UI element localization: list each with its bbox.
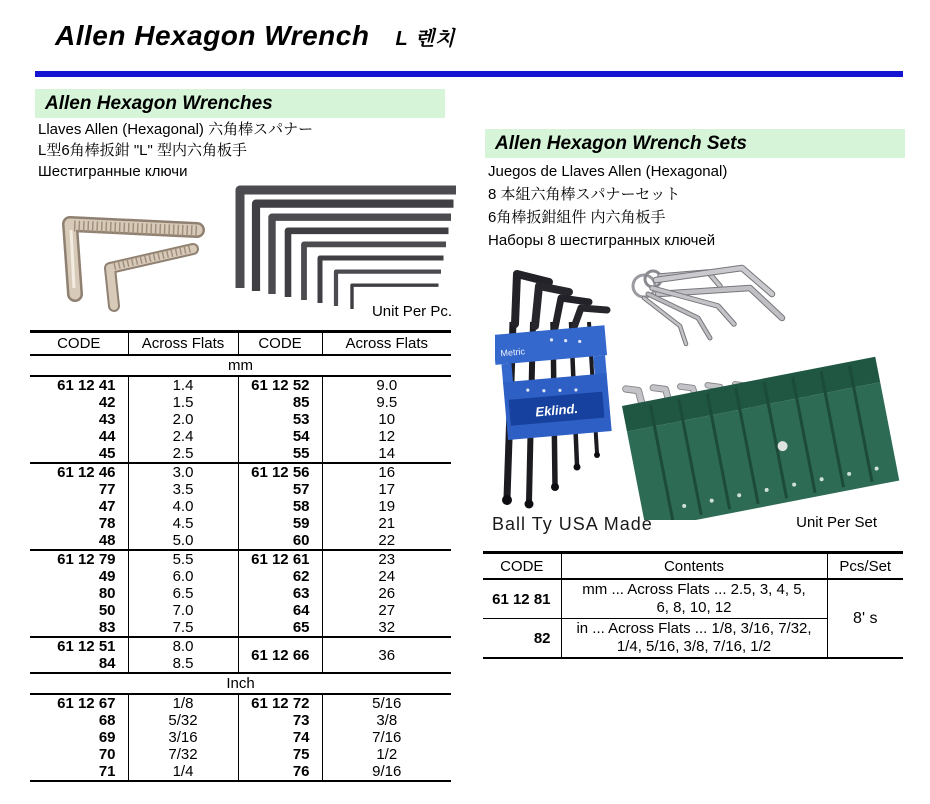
table-row (30, 515, 451, 532)
code-cell: 68 (98, 712, 116, 729)
unit-per-pc-label: Unit Per Pc. (371, 303, 452, 320)
across-flats-cell: 5/32 (128, 712, 238, 729)
code-cell: 42 (98, 394, 116, 411)
table-row (30, 729, 451, 746)
code-cell: 61 12 46 (57, 464, 116, 481)
contents-line: mm ... Across Flats ... 2.5, 3, 4, 5, (582, 581, 806, 598)
across-flats-cell: 3.5 (128, 481, 238, 498)
right-section-subtitles (488, 160, 727, 252)
across-flats-cell: 23 (322, 550, 451, 568)
code-cell: 65 (238, 619, 322, 637)
column-header: CODE (238, 332, 322, 356)
code-cell: 75 (238, 746, 322, 763)
code-cell: 61 12 81 (483, 579, 561, 619)
hex-wrenches-photo (40, 176, 460, 323)
across-flats-cell: 36 (322, 637, 451, 673)
table-row (30, 481, 451, 498)
across-flats-cell: 7/16 (322, 729, 451, 746)
header-divider-rule (35, 71, 903, 77)
across-flats-cell: 9/16 (322, 763, 451, 781)
across-flats-cell: 6.5 (128, 585, 238, 602)
column-header: Contents (561, 553, 827, 580)
code-cell: 49 (98, 568, 116, 585)
unit-per-set-label: Unit Per Set (796, 514, 877, 531)
code-cell: 61 12 66 (238, 637, 322, 673)
code-cell: 61 12 56 (238, 463, 322, 481)
left-section-heading: Allen Hexagon Wrenches (35, 89, 445, 118)
column-header: Across Flats (128, 332, 238, 356)
across-flats-cell: 17 (322, 481, 451, 498)
across-flats-cell: 8.5 (128, 655, 238, 673)
code-cell: 61 12 51 (57, 638, 116, 655)
table-row (483, 579, 903, 619)
contents-cell (561, 619, 827, 659)
contents-cell (561, 579, 827, 619)
code-cell: 64 (238, 602, 322, 619)
table-header-row (483, 553, 903, 580)
table-row-group (30, 550, 451, 637)
across-flats-cell: 2.0 (128, 411, 238, 428)
eklind-brand-label: Eklind. (534, 400, 579, 420)
code-cell: 62 (238, 568, 322, 585)
contents-line: 6, 8, 10, 12 (656, 599, 732, 616)
table-row (30, 694, 451, 712)
subtitle-line: 8 本組六角棒スパナーセット (488, 186, 681, 203)
subtitle-line: Juegos de Llaves Allen (Hexagonal) (488, 163, 728, 180)
pouch-key-set-photo (619, 341, 899, 520)
wrench-sets-photo (495, 258, 910, 520)
subtitle-line: Llaves Allen (Hexagonal) 六角棒スパナー (38, 121, 314, 138)
across-flats-cell: 14 (322, 445, 451, 463)
across-flats-cell: 2.4 (128, 428, 238, 445)
code-cell: 61 12 72 (238, 694, 322, 712)
table-row (30, 746, 451, 763)
across-flats-cell: 1/8 (128, 694, 238, 712)
page-title-en: Allen Hexagon Wrench (55, 20, 370, 51)
table-row (30, 445, 451, 463)
unit-section-label: Inch (30, 673, 451, 694)
code-cell: 69 (98, 729, 116, 746)
page-title (55, 20, 456, 52)
subtitle-line: Наборы 8 шестигранных ключей (488, 232, 716, 249)
table-row-group (30, 637, 451, 673)
code-cell: 61 12 52 (238, 376, 322, 394)
code-cell: 50 (98, 602, 116, 619)
code-cell: 44 (98, 428, 116, 445)
unit-section-row (30, 673, 451, 694)
table-row (30, 637, 451, 655)
across-flats-cell: 4.0 (128, 498, 238, 515)
across-flats-cell: 1/4 (128, 763, 238, 781)
across-flats-cell: 26 (322, 585, 451, 602)
table-header-row (30, 332, 451, 356)
code-cell: 43 (98, 411, 116, 428)
table-row (30, 411, 451, 428)
code-cell: 53 (238, 411, 322, 428)
code-cell: 77 (98, 481, 116, 498)
across-flats-cell: 9.5 (322, 394, 451, 411)
column-header: CODE (30, 332, 128, 356)
across-flats-cell: 6.0 (128, 568, 238, 585)
ball-type-caption: Ball Ty USA Made (492, 514, 653, 534)
code-cell: 45 (98, 445, 116, 462)
table-row (30, 376, 451, 394)
code-cell: 63 (238, 585, 322, 602)
across-flats-cell: 2.5 (128, 445, 238, 463)
code-cell: 85 (238, 394, 322, 411)
across-flats-cell: 24 (322, 568, 451, 585)
code-cell: 61 12 79 (57, 551, 116, 568)
column-header: Pcs/Set (827, 553, 903, 580)
table-row (30, 550, 451, 568)
across-flats-cell: 19 (322, 498, 451, 515)
code-cell: 58 (238, 498, 322, 515)
table-row (30, 394, 451, 411)
code-cell: 78 (98, 515, 116, 532)
code-cell: 61 12 41 (57, 377, 116, 394)
across-flats-cell: 9.0 (322, 376, 451, 394)
table-row (30, 532, 451, 550)
across-flats-cell: 32 (322, 619, 451, 637)
table-row-group (30, 694, 451, 781)
page-title-korean: L 렌치 (395, 28, 456, 50)
code-cell: 60 (238, 532, 322, 550)
table-row (30, 463, 451, 481)
across-flats-cell: 21 (322, 515, 451, 532)
table-row (30, 428, 451, 445)
contents-line: 1/4, 5/16, 3/8, 7/16, 1/2 (616, 638, 772, 655)
table-row (30, 763, 451, 781)
black-hex-key-set (240, 190, 456, 309)
code-cell: 82 (533, 629, 551, 647)
across-flats-cell: 1/2 (322, 746, 451, 763)
subtitle-line: Шестигранные ключи (38, 163, 188, 180)
table-row (30, 498, 451, 515)
table-row (30, 568, 451, 585)
across-flats-cell: 16 (322, 463, 451, 481)
across-flats-cell: 22 (322, 532, 451, 550)
across-flats-cell: 7.5 (128, 619, 238, 637)
metric-label: Metric (500, 346, 526, 359)
across-flats-cell: 3.0 (128, 463, 238, 481)
across-flats-cell: 5.5 (128, 550, 238, 568)
code-cell: 84 (98, 655, 116, 672)
code-cell: 57 (238, 481, 322, 498)
across-flats-cell: 8.0 (128, 637, 238, 655)
code-cell: 54 (238, 428, 322, 445)
code-cell: 61 12 61 (238, 550, 322, 568)
table-row (30, 585, 451, 602)
code-cell: 61 12 67 (57, 695, 116, 712)
unit-section-label: mm (30, 355, 451, 376)
table-row-group (30, 463, 451, 550)
chrome-hex-key-small (110, 248, 193, 306)
code-cell: 74 (238, 729, 322, 746)
code-cell: 55 (238, 445, 322, 463)
code-cell: 47 (98, 498, 116, 515)
across-flats-cell: 5/16 (322, 694, 451, 712)
across-flats-cell: 27 (322, 602, 451, 619)
across-flats-cell: 7/32 (128, 746, 238, 763)
code-cell: 76 (238, 763, 322, 781)
left-section-subtitles (38, 119, 313, 182)
subtitle-line: 6角棒扳鉗組件 内六角板手 (488, 209, 666, 226)
code-cell: 80 (98, 585, 116, 602)
across-flats-cell: 5.0 (128, 532, 238, 550)
unit-section-row (30, 355, 451, 376)
code-cell: 48 (98, 532, 116, 549)
table-row-group (30, 376, 451, 463)
across-flats-cell: 10 (322, 411, 451, 428)
code-cell: 71 (98, 763, 116, 780)
across-flats-cell: 1.5 (128, 394, 238, 411)
across-flats-cell: 3/16 (128, 729, 238, 746)
across-flats-cell: 7.0 (128, 602, 238, 619)
hex-wrench-code-table (30, 330, 451, 782)
code-cell: 73 (238, 712, 322, 729)
table-row (30, 602, 451, 619)
code-cell: 70 (98, 746, 116, 763)
ring-key-set-photo (633, 268, 782, 344)
contents-line: in ... Across Flats ... 1/8, 3/16, 7/32, (576, 620, 812, 637)
across-flats-cell: 12 (322, 428, 451, 445)
pcs-per-set-cell: 8' s (827, 579, 903, 658)
table-row (30, 712, 451, 729)
right-section-heading: Allen Hexagon Wrench Sets (485, 129, 905, 158)
code-cell: 59 (238, 515, 322, 532)
column-header: Across Flats (322, 332, 451, 356)
ball-end-set-photo (495, 274, 614, 509)
subtitle-line: L型6角棒扳鉗 "L" 型内六角板手 (38, 142, 248, 159)
code-cell: 83 (98, 619, 116, 636)
column-header: CODE (483, 553, 561, 580)
across-flats-cell: 4.5 (128, 515, 238, 532)
across-flats-cell: 1.4 (128, 376, 238, 394)
across-flats-cell: 3/8 (322, 712, 451, 729)
table-row (30, 619, 451, 637)
wrench-set-code-table (483, 551, 903, 659)
